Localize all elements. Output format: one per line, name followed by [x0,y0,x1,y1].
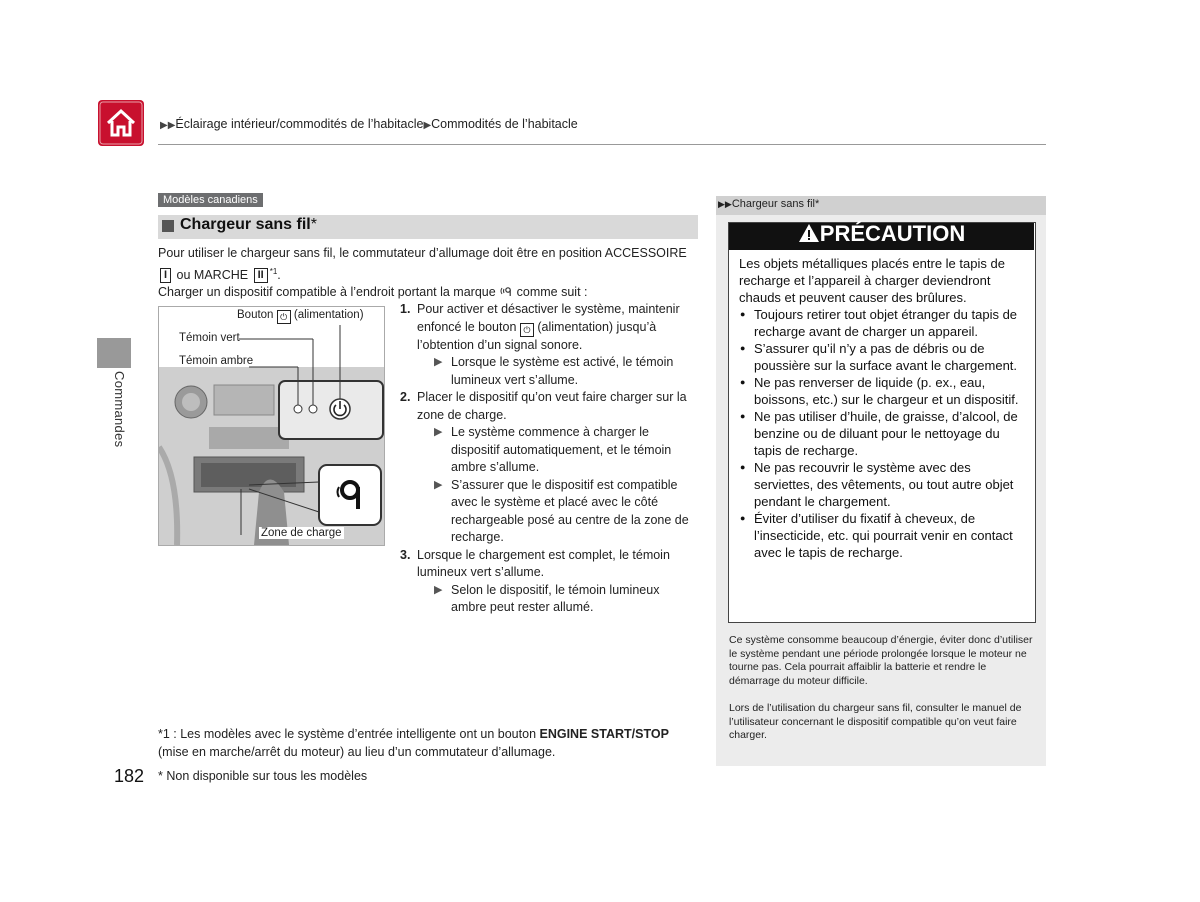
breadcrumb-link-2[interactable]: Commodités de l’habitacle [431,117,578,131]
caution-item: ● Toujours retirer tout objet étranger du tapis de recharge avant de charger un appareil. [739,306,1027,340]
step-sub: ▶ Lorsque le système est activé, le témoin lumineux vert s’allume. [434,355,674,387]
home-icon [98,100,144,146]
arrow-icon: ▶ [434,478,443,491]
step-2 [400,389,698,547]
key-accessory: I [160,268,171,283]
notes-header[interactable]: ▶▶Chargeur sans fil* [718,198,820,210]
label-charge-zone: Zone de charge [261,527,342,539]
breadcrumb-arrow-icon: ▶▶ [160,120,176,131]
caution-item: ● S’assurer qu’il n’y a pas de débris ou de poussière sur la surface avant le chargement. [739,340,1027,374]
power-icon: ⏻ [520,323,534,337]
step-sub: ▶ Le système commence à charger le dispositif automatiquement, et le témoin ambre s’allume. [434,425,672,474]
arrow-icon: ▶ [434,356,443,368]
caution-list [739,306,1027,561]
steps-list [400,301,698,617]
console-illustration [158,306,385,546]
caution-item: ● Ne pas recouvrir le système avec des serviettes, des vêtements, ou tout autre objet pendant le chargement. [739,459,1027,510]
not-available-note: * Non disponible sur tous les modèles [158,769,368,783]
breadcrumb [160,117,578,131]
reference-icon: ▶▶ [718,199,732,209]
step-text: Pour activer et désactiver le système, maintenir enfoncé le bouton [417,302,680,334]
breadcrumb-arrow-icon: ▶ [423,120,432,131]
footnote: *1 : Les modèles avec le système d’entrée intelligente ont un bouton ENGINE START/STOP (mise en marche/arrêt du moteur) au lieu d’un commutateur d’allumage. [158,727,669,759]
intro-line-1: Pour utiliser le chargeur sans fil, le commutateur d’allumage doit être en position ACCESSOIRE [158,246,687,260]
page-number: 182 [114,766,145,786]
caution-body [739,255,1027,561]
header-divider [158,144,1046,145]
home-button[interactable] [98,100,144,146]
step-number: 2. [400,390,411,404]
step-1 [400,301,698,389]
caution-intro: Les objets métalliques placés entre le tapis de recharge et l’appareil à charger deviendront chauds et peuvent causer des brûlures. [739,256,1005,305]
energy-note: Ce système consomme beaucoup d’énergie, éviter donc d’utiliser le système pendant une période prolongée lorsque le moteur ne tourne pas. Cela pourrait affaiblir la batterie et rendre le démarrage du moteur difficile. [729,634,1033,687]
step-sub: ▶ S’assurer que le dispositif est compatible avec le système et placé avec le côté rechargeable posé au centre de la zone de recharge. [434,477,689,544]
step-number: 1. [400,302,411,316]
caution-item: ● Ne pas renverser de liquide (p. ex., eau, boissons, etc.) sur le chargeur et un dispositif. [739,374,1027,408]
model-badge: Modèles canadiens [158,193,263,207]
intro-or-text: ou MARCHE [176,267,249,282]
caution-title: PRÉCAUTION [729,221,1034,247]
footnote-ref[interactable]: *1 [269,266,278,276]
key-on: II [254,268,268,283]
section-title: Chargeur sans fil* [180,216,317,233]
section-square-icon [162,220,174,232]
caution-item: ● Ne pas utiliser d’huile, de graisse, d’alcool, de benzine ou de diluant pour le nettoyage du tapis de recharge. [739,408,1027,459]
step-text: Lorsque le chargement est complet, le témoin lumineux vert s’allume. [417,547,670,579]
breadcrumb-link-1[interactable]: Éclairage intérieur/commodités de l’habitacle [175,117,424,131]
manual-note: Lors de l’utilisation du chargeur sans fil, consulter le manuel de l’utilisateur concernant le dispositif compatible qu’on veut faire charger. [729,702,1022,741]
engine-start-stop-label: ENGINE START/STOP [539,727,669,741]
qi-mark-icon [499,284,513,298]
intro-line-3: Charger un dispositif compatible à l’endroit portant la marque comme suit : [158,285,588,300]
warning-triangle-icon [798,223,820,243]
step-3 [400,547,698,617]
power-icon: ⏻ [277,310,291,324]
side-tab-label: Commandes [112,371,127,448]
caution-item: ● Éviter d’utiliser du fixatif à cheveux, de l’insecticide, etc. qui pourrait venir en contact avec le tapis de recharge. [739,510,1027,561]
step-text-cont: (alimentation) jusqu’à l’obtention d’un signal sonore. [417,319,657,352]
intro-line-2: I ou MARCHE II $^{*1}$. [158,263,703,285]
label-amber-light: Témoin ambre [179,355,254,367]
label-green-light: Témoin vert [179,332,240,344]
step-text: Placer le dispositif qu’on veut faire charger sur la zone de charge. [417,390,687,422]
step-number: 3. [400,547,411,562]
label-power-button: Bouton ⏻ (alimentation) [237,309,364,322]
arrow-icon: ▶ [434,426,443,438]
arrow-icon: ▶ [434,583,443,596]
side-tab-marker[interactable] [97,338,131,368]
intro-text [158,245,703,302]
step-sub: ▶ Selon le dispositif, le témoin lumineux ambre peut rester allumé. [434,582,660,614]
